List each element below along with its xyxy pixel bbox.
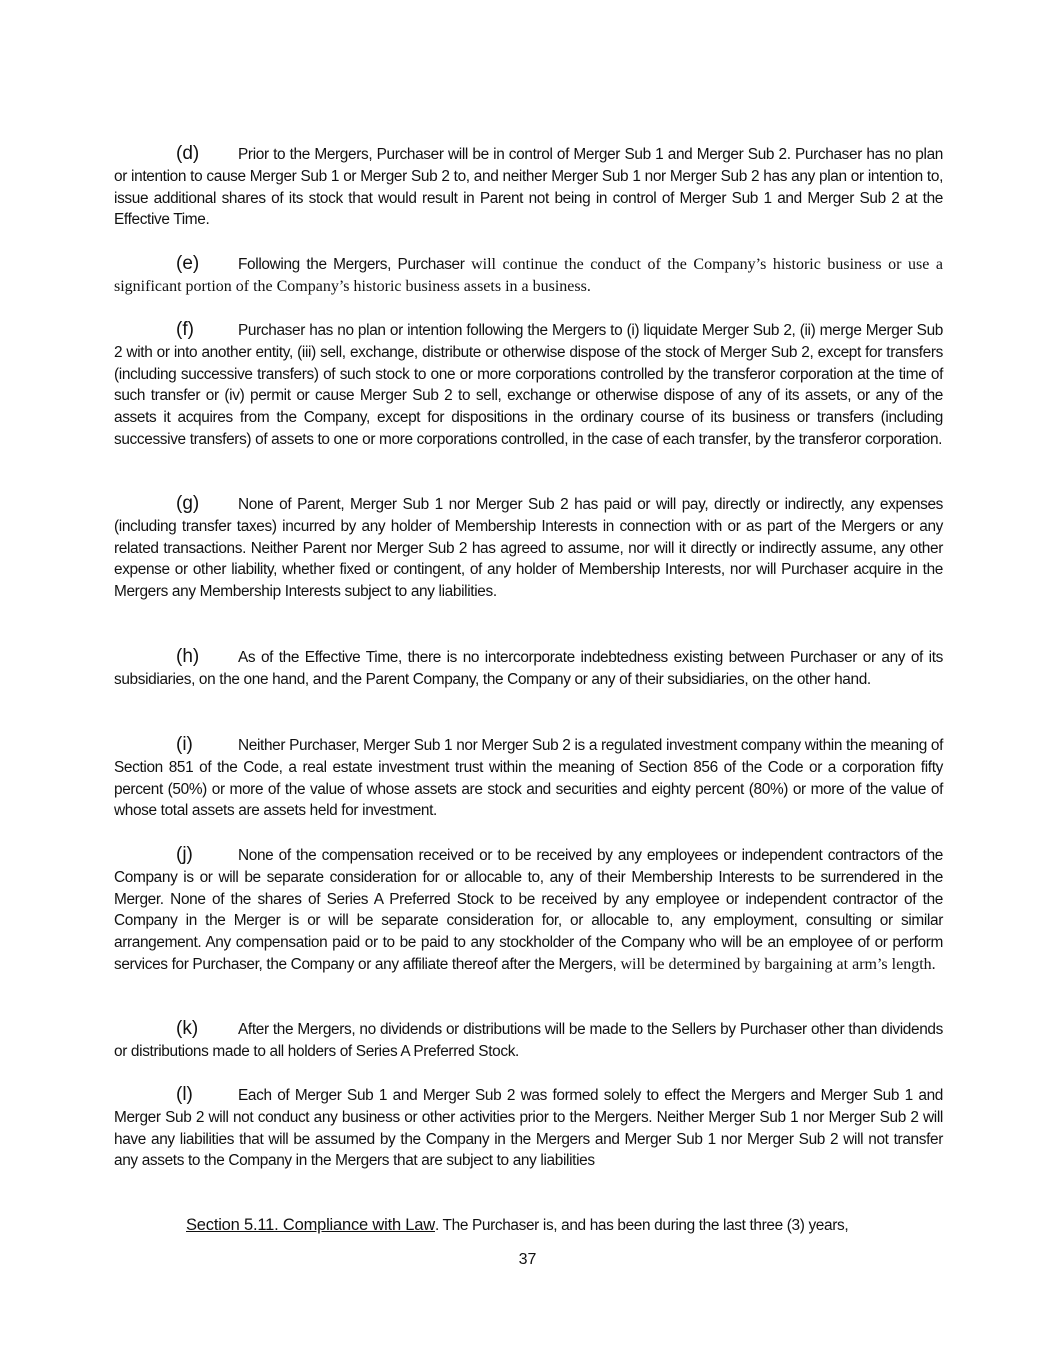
- paragraph-label: (l): [176, 1084, 193, 1105]
- section-heading: Section 5.11. Compliance with Law: [186, 1216, 435, 1234]
- paragraph-e: [114, 253, 943, 298]
- paragraph-label: (i): [176, 734, 193, 755]
- paragraph-d: [114, 143, 943, 231]
- paragraph-f: [114, 319, 943, 451]
- paragraph-label: (g): [176, 493, 200, 514]
- paragraph-label: (d): [176, 143, 200, 164]
- paragraph-text: None of Parent, Merger Sub 1 nor Merger Sub 2 has paid or will pay, directly or indirectly, any expenses (including transfer taxes) incurred by any holder of Membership Interests in connection with or as part of the Mergers or any related transactions. Neither Parent nor Merger Sub 2 has agreed to assume, nor will it directly or indirectly assume, any other expense or other liability, whether fixed or contingent, of any holder of Membership Interests, nor will Purchaser acquire in the Mergers any Membership Interests subject to any liabilities.: [114, 496, 943, 601]
- paragraph-text: As of the Effective Time, there is no intercorporate indebtedness existing between Purchaser or any of its subsidiaries, on the one hand, and the Parent Company, the Company or any of their subsidiaries, on the other hand.: [114, 649, 943, 688]
- paragraph-h: [114, 646, 943, 691]
- paragraph-text: Following the Mergers, Purchaser: [238, 256, 465, 273]
- paragraph-text: After the Mergers, no dividends or distributions will be made to the Sellers by Purchaser other than dividends or distributions made to all holders of Series A Preferred Stock.: [114, 1021, 943, 1060]
- paragraph-j: [114, 844, 943, 976]
- paragraph-text: Each of Merger Sub 1 and Merger Sub 2 was formed solely to effect the Mergers and Merger Sub 1 and Merger Sub 2 will not conduct any business or other activities prior to the Mergers. Neither Merger Sub 1 nor Merger Sub 2 will have any liabilities that will be assumed by the Company in the Mergers and Merger Sub 1 nor Merger Sub 2 will not transfer any assets to the Company in the Mergers that are subject to any liabilities: [114, 1087, 943, 1170]
- paragraph-text: Purchaser has no plan or intention following the Mergers to (i) liquidate Merger Sub 2, (ii) merge Merger Sub 2 with or into another entity, (iii) sell, exchange, distribute or otherwise dispose of the stock of Merger Sub 2, except for transfers (including successive transfers) of such stock to one or more corporations controlled by the transferor corporation at the time of such transfer or (iv) permit or cause Merger Sub 2 to sell, exchange or otherwise dispose of any of its assets, or any of the assets it acquires from the Company, except for dispositions in the ordinary course of its business or transfers (including successive transfers) of assets to one or more corporations controlled, in the case of each transfer, by the transferor corporation.: [114, 322, 943, 448]
- page-number: 37: [518, 1251, 537, 1268]
- section-5-11: [186, 1214, 943, 1237]
- paragraph-label: (h): [176, 646, 200, 667]
- paragraph-label: (k): [176, 1018, 199, 1039]
- paragraph-text: Prior to the Mergers, Purchaser will be in control of Merger Sub 1 and Merger Sub 2. Purchaser has no plan or intention to cause Merger Sub 1 or Merger Sub 2 to, and neither Merger Sub 1 nor Merger Sub 2 has any plan or intention to, issue additional shares of its stock that would result in Parent not being in control of Merger Sub 1 and Merger Sub 2 at the Effective Time.: [114, 146, 943, 229]
- paragraph-g: [114, 493, 943, 603]
- paragraph-label: (j): [176, 844, 193, 865]
- paragraph-text: Neither Purchaser, Merger Sub 1 nor Merger Sub 2 is a regulated investment company within the meaning of Section 851 of the Code, a real estate investment trust within the meaning of Section 856 of the Code or a corporation fifty percent (50%) or more of the value of whose assets are stock and securities and eighty percent (80%) or more of the value of whose total assets are assets held for investment.: [114, 737, 943, 820]
- paragraph-text-serif: will be determined by bargaining at arm’s length.: [616, 955, 936, 973]
- paragraph-i: [114, 734, 943, 822]
- paragraph-l: [114, 1084, 943, 1172]
- paragraph-label: (f): [176, 319, 194, 340]
- section-text: . The Purchaser is, and has been during the last three (3) years,: [434, 1217, 849, 1234]
- paragraph-text-serif: will continue the conduct of the Company’s historic business or use a significant portion of the Company’s historic business assets in a business.: [114, 256, 944, 295]
- paragraph-k: [114, 1018, 943, 1063]
- paragraph-label: (e): [176, 253, 200, 274]
- paragraph-text: None of the compensation received or to be received by any employees or independent contractors of the Company is or will be separate consideration for or allocable to, any of their Membership Interests to be surrendered in the Merger. None of the shares of Series A Preferred Stock to be received by any employee or independent contractor of the Company in the Merger is or will be separate consideration for, or allocable to, any employment, consulting or similar arrangement. Any compensation paid or to be paid to any stockholder of the Company who will be an employee of or perform services for Purchaser, the Company or any affiliate thereof after the Mergers,: [114, 847, 943, 973]
